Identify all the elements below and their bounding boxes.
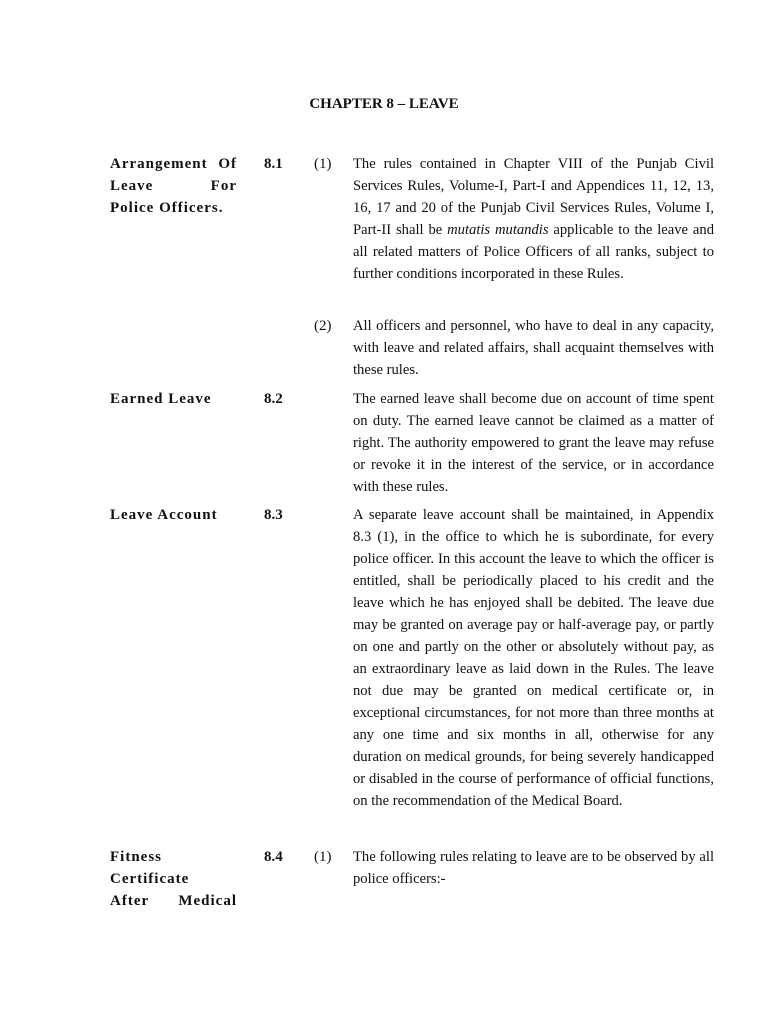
section-number: 8.2: [264, 391, 283, 407]
section-heading: [110, 388, 237, 410]
italic-phrase: mutatis mutandis: [447, 222, 549, 238]
section-number: 8.4: [264, 849, 283, 865]
heading-line: Earned Leave: [110, 391, 212, 407]
subsection-number: (1): [314, 156, 332, 172]
section-paragraph: The rules contained in Chapter VIII of the Punjab Civil Services Rules, Volume-I, Part-I and Appendices 11, 12, 13, 16, 17 and 20 of the Punjab Civil Services Rules, Volume I, Part-II shall be mutatis mutandis applicable to the leave and all related matters of Police Officers of all ranks, subject to further conditions incorporated in these Rules.: [353, 156, 714, 282]
section-heading: [110, 153, 237, 219]
section-paragraph: A separate leave account shall be maintained, in Appendix 8.3 (1), in the office to which he is subordinate, for every police officer. In this account the leave to which the officer is entitled, shall be periodically placed to his credit and the leave which he has enjoyed shall be debited. The leave due may be granted on average pay or half-average pay, or partly on one and partly on the other or absolutely without pay, as an extraordinary leave as laid down in the Rules. The leave not due may be granted on medical certificate or, in exceptional circumstances, for not more than three months at any one time and six months in all, otherwise for any duration on medical grounds, for being severely handicapped or disabled in the course of performance of official functions, on the recommendation of the Medical Board.: [353, 507, 714, 809]
subsection-number: (1): [314, 849, 332, 865]
heading-line: Arrangement Of: [110, 156, 237, 172]
section-heading: [110, 846, 237, 912]
section-number: 8.1: [264, 156, 283, 172]
section-paragraph: All officers and personnel, who have to deal in any capacity, with leave and related affairs, shall acquaint themselves with these rules.: [353, 318, 714, 378]
section-paragraph: The earned leave shall become due on account of time spent on duty. The earned leave cannot be claimed as a matter of right. The authority empowered to grant the leave may refuse or revoke it in the interest of the service, or in accordance with these rules.: [353, 391, 714, 495]
heading-line: Leave For: [110, 178, 237, 194]
heading-line: Fitness: [110, 849, 162, 865]
chapter-title: CHAPTER 8 – LEAVE: [309, 96, 459, 112]
heading-line: After Medical: [110, 893, 237, 909]
section-heading: [110, 504, 237, 526]
heading-line: Police Officers.: [110, 200, 224, 216]
heading-line: Leave Account: [110, 507, 218, 523]
section-paragraph: The following rules relating to leave are to be observed by all police officers:-: [353, 849, 714, 887]
subsection-number: (2): [314, 318, 332, 334]
heading-line: Certificate: [110, 871, 190, 887]
section-number: 8.3: [264, 507, 283, 523]
